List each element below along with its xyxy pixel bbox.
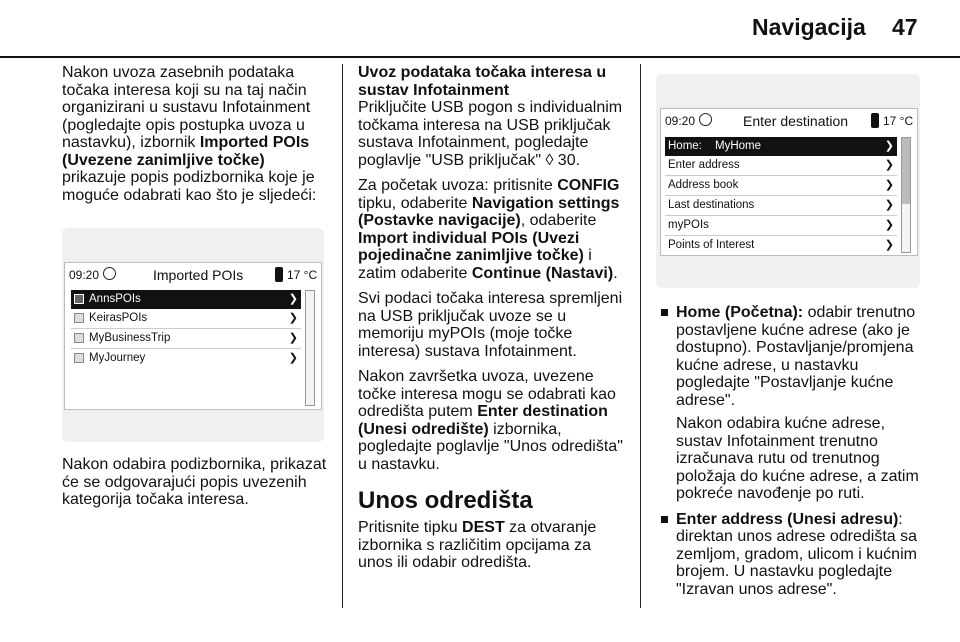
col2-paragraph-2: Za početak uvoza: pritisnite CONFIG tipku, odaberite Navigation settings (Postavke navigacije), odaberite Import individual POIs (Uvezi pojedinačne zanimljive točke) i zatim odaberite Continue (Nastavi). (358, 177, 620, 282)
imported-pois-screen (64, 262, 322, 410)
chevron-right-icon: ❯ (288, 352, 298, 364)
section-heading: Uvoz podataka točaka interesa u sustav Infotainment (358, 64, 607, 99)
chevron-right-icon: ❯ (884, 140, 894, 152)
chevron-right-icon: ❯ (288, 293, 298, 305)
section-title: Unos odredišta (358, 487, 533, 514)
list-item[interactable]: myPOIs ❯ (665, 216, 897, 235)
list-item[interactable]: Last destinations ❯ (665, 196, 897, 215)
chevron-right-icon: ❯ (884, 199, 894, 211)
bullet-home-paragraph-2: Nakon odabira kućne adrese, sustav Infotainment trenutno izračunava rutu od trenutnog položaja do kućne adrese, a zatim pokreće navođenje po ruti. (676, 415, 919, 502)
chevron-right-icon: ❯ (288, 332, 298, 344)
header-rule (0, 56, 960, 58)
page-reference: ◊ 30. (545, 151, 581, 169)
list-item[interactable]: Enter address ❯ (665, 156, 897, 175)
screen-title: Imported POIs (153, 267, 244, 283)
page-header (0, 0, 960, 60)
column-divider-2 (640, 64, 641, 608)
column-3 (660, 304, 922, 604)
column-2 (358, 64, 630, 580)
col2-paragraph-3: Svi podaci točaka interesa spremljeni na USB priključak uvoze se u memoriju myPOIs (moje točke interesa) sustava Infotainment. (358, 290, 623, 360)
home-item[interactable]: Home: MyHome ❯ (665, 137, 897, 156)
page-number: 47 (892, 14, 918, 40)
scrollbar-thumb[interactable] (902, 138, 910, 204)
chevron-right-icon: ❯ (884, 239, 894, 251)
loop-icon (699, 113, 712, 126)
screen-status-bar (661, 109, 917, 133)
chevron-right-icon: ❯ (884, 219, 894, 231)
bullet-square-icon (661, 516, 668, 523)
list-item[interactable]: MyJourney ❯ (71, 349, 301, 368)
bullet-enter-address: Enter address (Unesi adresu): direktan unos adrese odredišta sa zemljom, gradom, ulicom i kućnim brojem. U nastavku pogledajte "Izravan unos adrese". (660, 511, 922, 599)
bullet-home: Home (Početna): odabir trenutno postavljene kućne adrese (ako je dostupno). Postavljanje/promjena kućne adrese, u nastavku pogledajte "Postavljanje kućne adrese". Nakon odabira kućne adrese, sustav Infotainment trenutno izračunava rutu od trenutnog položaja do kućne adrese, a zatim pokreće navođenje po ruti. (660, 304, 922, 503)
scrollbar[interactable] (901, 137, 911, 253)
temperature: 17 °C (883, 114, 914, 128)
col1-paragraph-2: Nakon odabira podizbornika, prikazat će se odgovarajući popis uvezenih kategorija točaka interesa. (62, 456, 327, 508)
bullet-square-icon (661, 309, 668, 316)
clock: 09:20 (69, 268, 100, 282)
clock: 09:20 (665, 114, 696, 128)
thermometer-icon (275, 267, 283, 282)
folder-icon (74, 313, 84, 323)
list-item[interactable]: MyBusinessTrip ❯ (71, 329, 301, 348)
col2-paragraph-4: Nakon završetka uvoza, uvezene točke interesa mogu se odabrati kao odredišta putem Enter destination (Unesi odredište) izbornika, pogledajte poglavlje "Unos odredišta" u nastavku. (358, 368, 623, 473)
screen-status-bar (65, 263, 321, 287)
loop-icon (103, 267, 116, 280)
temperature: 17 °C (287, 268, 318, 282)
list-item[interactable]: AnnsPOIs ❯ (71, 290, 301, 309)
chevron-right-icon: ❯ (884, 159, 894, 171)
chevron-right-icon: ❯ (288, 312, 298, 324)
column-1-lower (62, 456, 332, 517)
list-item[interactable]: KeirasPOIs ❯ (71, 309, 301, 328)
thermometer-icon (871, 113, 879, 128)
list-item[interactable]: Points of Interest ❯ (665, 236, 897, 255)
column-1 (62, 64, 332, 212)
folder-icon (74, 333, 84, 343)
col1-paragraph-1: Nakon uvoza zasebnih podataka točaka interesa koji su na taj način organizirani u sustavu Infotainment (pogledajte opis postupka uvoza u nastavku), izbornik Imported POIs (Uvezene zanimljive točke) prikazuje popis podizbornika koje je moguće odabrati kao što je sljedeći: (62, 64, 317, 204)
header-title: Navigacija (752, 14, 866, 40)
screen-title: Enter destination (743, 113, 849, 129)
list-item[interactable]: Address book ❯ (665, 176, 897, 195)
chevron-right-icon: ❯ (884, 179, 894, 191)
enter-destination-screen (660, 108, 918, 256)
col2-paragraph-1: Priključite USB pogon s individualnim točkama interesa na USB priključak sustava Infotainment, pogledajte poglavlje "USB priključak" ◊ 30. (358, 99, 623, 169)
folder-icon (74, 294, 84, 304)
folder-icon (74, 353, 84, 363)
scrollbar[interactable] (305, 290, 315, 406)
col2-paragraph-5: Pritisnite tipku DEST za otvaranje izbornika s različitim opcijama za unos ili odabir odredišta. (358, 519, 597, 571)
column-divider-1 (342, 64, 343, 608)
